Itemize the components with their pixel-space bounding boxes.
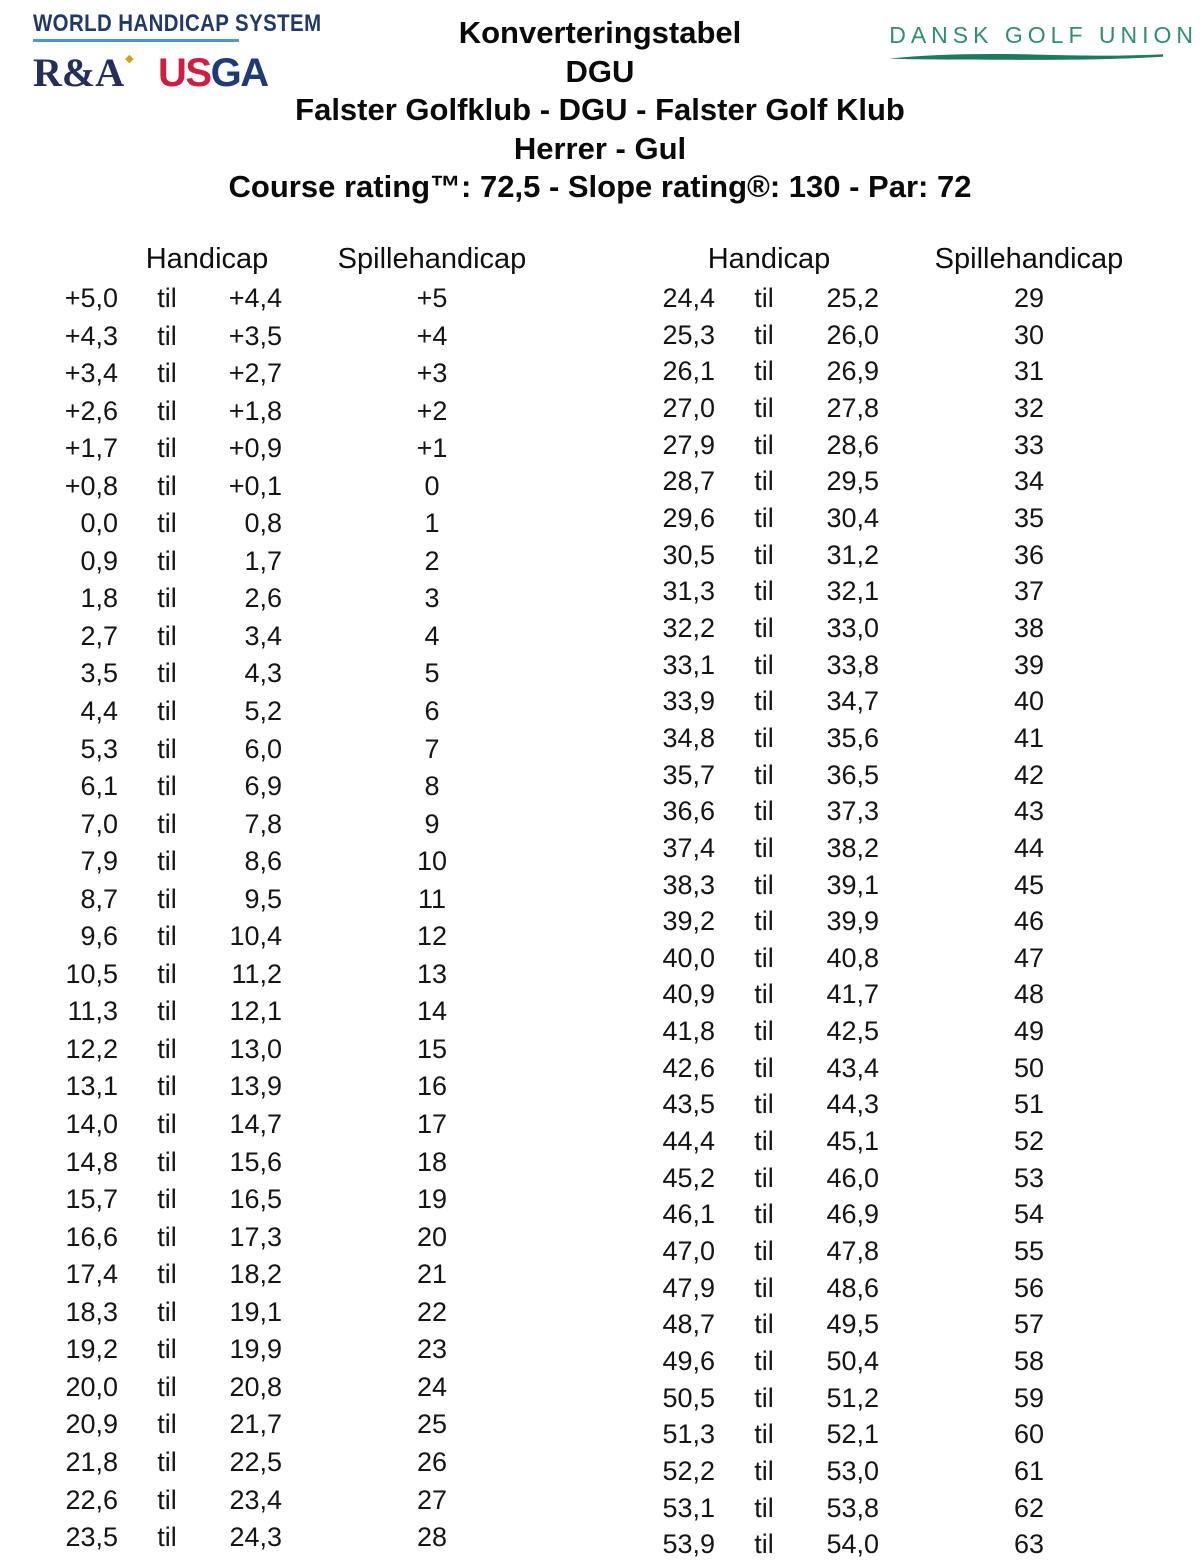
handicap-range-from: 31,3 xyxy=(662,576,715,607)
handicap-range-to: 45,1 xyxy=(826,1126,879,1157)
handicap-range-from: +1,7 xyxy=(64,433,118,464)
range-word: til xyxy=(754,942,774,973)
playing-handicap-value: 9 xyxy=(424,808,440,839)
handicap-range-to: 7,8 xyxy=(244,808,282,839)
handicap-range-to: 17,3 xyxy=(229,1221,282,1252)
range-word: til xyxy=(754,1162,774,1193)
handicap-range-from: 26,1 xyxy=(662,356,715,387)
playing-handicap-value: 23 xyxy=(416,1334,448,1365)
range-word: til xyxy=(754,612,774,643)
handicap-range-from: 6,1 xyxy=(80,771,118,802)
handicap-range-to: 21,7 xyxy=(229,1409,282,1440)
handicap-range-to: 40,8 xyxy=(826,942,879,973)
range-word: til xyxy=(157,733,177,764)
playing-handicap-value: 21 xyxy=(416,1259,448,1290)
range-word: til xyxy=(754,1382,774,1413)
playing-handicap-value: 8 xyxy=(424,771,440,802)
usga-ga-letters: GA xyxy=(210,51,268,95)
playing-handicap-value: 59 xyxy=(1013,1382,1045,1413)
range-word: til xyxy=(157,996,177,1027)
handicap-range-to: 9,5 xyxy=(244,883,282,914)
playing-handicap-value: 17 xyxy=(416,1109,448,1140)
playing-handicap-value: 56 xyxy=(1013,1272,1045,1303)
handicap-range-to: 31,2 xyxy=(826,539,879,570)
range-word: til xyxy=(754,283,774,313)
range-word: til xyxy=(754,392,774,423)
playing-handicap-value: +5 xyxy=(416,283,448,313)
playing-handicap-value: 58 xyxy=(1013,1346,1045,1377)
handicap-range-to: 41,7 xyxy=(826,979,879,1010)
playing-handicap-value: 20 xyxy=(416,1221,448,1252)
handicap-range-to: 53,8 xyxy=(826,1492,879,1523)
handicap-range-to: 39,9 xyxy=(826,906,879,937)
handicap-range-from: 48,7 xyxy=(662,1309,715,1340)
range-word: til xyxy=(157,508,177,539)
handicap-range-from: 53,1 xyxy=(662,1492,715,1523)
handicap-range-to: 24,3 xyxy=(229,1522,282,1553)
range-word: til xyxy=(754,722,774,753)
handicap-range-from: +4,3 xyxy=(64,320,118,351)
range-word: til xyxy=(754,1272,774,1303)
range-word: til xyxy=(754,1089,774,1120)
whs-wordmark: WORLD HANDICAP SYSTEM xyxy=(33,10,322,37)
range-word: til xyxy=(754,649,774,680)
handicap-range-from: 47,9 xyxy=(662,1272,715,1303)
range-word: til xyxy=(754,466,774,497)
handicap-range-to: +0,9 xyxy=(228,433,282,464)
handicap-range-to: 26,9 xyxy=(826,356,879,387)
handicap-range-to: 47,8 xyxy=(826,1236,879,1267)
playing-handicap-value: 32 xyxy=(1013,392,1045,423)
handicap-range-to: 14,7 xyxy=(229,1109,282,1140)
handicap-range-to: 23,4 xyxy=(229,1484,282,1515)
handicap-range-to: 50,4 xyxy=(826,1346,879,1377)
handicap-range-from: 27,9 xyxy=(662,429,715,460)
handicap-table-left xyxy=(40,238,582,1557)
handicap-range-to: 19,1 xyxy=(229,1296,282,1327)
handicap-range-to: 1,7 xyxy=(244,545,282,576)
playing-handicap-value: 36 xyxy=(1013,539,1045,570)
handicap-range-from: 24,4 xyxy=(662,283,715,313)
subtitle-club: Falster Golfklub - DGU - Falster Golf Klub xyxy=(295,92,905,127)
handicap-range-from: 41,8 xyxy=(662,1016,715,1047)
handicap-range-from: 2,7 xyxy=(80,620,118,651)
range-word: til xyxy=(754,356,774,387)
range-word: til xyxy=(157,1409,177,1440)
ra-logo: R&A xyxy=(33,50,125,95)
range-word: til xyxy=(157,1146,177,1177)
handicap-range-to: +2,7 xyxy=(228,358,282,389)
playing-handicap-value: 60 xyxy=(1013,1419,1045,1450)
range-word: til xyxy=(157,358,177,389)
handicap-range-from: 0,9 xyxy=(80,545,118,576)
handicap-range-to: 25,2 xyxy=(826,283,879,313)
range-word: til xyxy=(157,696,177,727)
handicap-range-to: 43,4 xyxy=(826,1052,879,1083)
handicap-range-from: 40,0 xyxy=(662,942,715,973)
handicap-range-from: 51,3 xyxy=(662,1419,715,1450)
handicap-range-to: 32,1 xyxy=(826,576,879,607)
playing-handicap-value: 6 xyxy=(424,696,440,727)
handicap-range-from: +2,6 xyxy=(64,395,118,426)
handicap-range-from: +3,4 xyxy=(64,358,118,389)
playing-handicap-value: 15 xyxy=(416,1033,448,1064)
playing-handicap-value: 31 xyxy=(1013,356,1045,387)
page-title: Konverteringstabel xyxy=(458,15,742,50)
range-word: til xyxy=(754,1492,774,1523)
playing-handicap-value: 45 xyxy=(1013,869,1045,900)
dgu-wordmark: DANSK GOLF UNION xyxy=(889,22,1198,48)
handicap-range-to: 22,5 xyxy=(229,1446,282,1477)
usga-us-letters: US xyxy=(158,51,211,95)
handicap-range-to: 42,5 xyxy=(826,1016,879,1047)
playing-handicap-value: 13 xyxy=(416,958,448,989)
playing-handicap-value: 38 xyxy=(1013,612,1045,643)
handicap-range-to: 48,6 xyxy=(826,1272,879,1303)
playing-handicap-value: 63 xyxy=(1013,1529,1045,1560)
handicap-range-to: 3,4 xyxy=(244,620,282,651)
playing-handicap-value: 28 xyxy=(416,1522,448,1553)
playing-handicap-value: +3 xyxy=(416,358,448,389)
range-word: til xyxy=(754,1199,774,1230)
handicap-range-from: 15,7 xyxy=(65,1184,118,1215)
playing-handicap-value: 30 xyxy=(1013,319,1045,350)
range-word: til xyxy=(754,539,774,570)
playing-handicap-value: 61 xyxy=(1013,1456,1045,1486)
handicap-range-to: 30,4 xyxy=(826,502,879,533)
handicap-range-from: 45,2 xyxy=(662,1162,715,1193)
handicap-range-to: 12,1 xyxy=(229,996,282,1027)
handicap-range-to: 33,8 xyxy=(826,649,879,680)
handicap-range-to: 36,5 xyxy=(826,759,879,790)
range-word: til xyxy=(157,771,177,802)
handicap-range-to: +0,1 xyxy=(228,470,282,501)
range-word: til xyxy=(157,320,177,351)
handicap-range-from: 5,3 xyxy=(80,733,118,764)
handicap-range-from: 11,3 xyxy=(67,996,118,1027)
playing-handicap-value: 47 xyxy=(1013,942,1045,973)
range-word: til xyxy=(157,433,177,464)
handicap-range-to: 11,2 xyxy=(231,958,282,989)
range-word: til xyxy=(157,1184,177,1215)
handicap-range-from: 28,7 xyxy=(662,466,715,497)
handicap-range-from: 9,6 xyxy=(80,921,118,952)
range-word: til xyxy=(157,1033,177,1064)
range-word: til xyxy=(157,958,177,989)
playing-handicap-value: 27 xyxy=(416,1484,448,1515)
subtitle-ratings: Course rating™: 72,5 - Slope rating®: 130 - Par: 72 xyxy=(228,169,972,204)
playing-handicap-value: 0 xyxy=(424,470,440,501)
handicap-range-from: 13,1 xyxy=(65,1071,118,1102)
subtitle-union: DGU xyxy=(565,53,635,89)
playing-handicap-value: 46 xyxy=(1013,906,1045,937)
handicap-range-from: 34,8 xyxy=(662,722,715,753)
playing-handicap-value: 44 xyxy=(1013,832,1045,863)
handicap-range-to: 18,2 xyxy=(229,1259,282,1290)
handicap-range-from: 44,4 xyxy=(662,1126,715,1157)
playing-handicap-value: 29 xyxy=(1013,283,1045,313)
range-word: til xyxy=(157,1334,177,1365)
handicap-range-from: 40,9 xyxy=(662,979,715,1010)
range-word: til xyxy=(754,576,774,607)
handicap-range-to: +3,5 xyxy=(228,320,282,351)
handicap-range-to: 54,0 xyxy=(826,1529,879,1560)
playing-handicap-value: +1 xyxy=(416,433,448,464)
handicap-range-to: 37,3 xyxy=(826,796,879,827)
handicap-range-from: 20,9 xyxy=(65,1409,118,1440)
handicap-range-from: 50,5 xyxy=(662,1382,715,1413)
handicap-range-from: 33,9 xyxy=(662,686,715,717)
handicap-range-from: 23,5 xyxy=(65,1522,118,1553)
playing-handicap-value: 43 xyxy=(1013,796,1045,827)
playing-handicap-value: 39 xyxy=(1013,649,1045,680)
range-word: til xyxy=(157,1371,177,1402)
handicap-range-to: 38,2 xyxy=(826,832,879,863)
handicap-range-from: 43,5 xyxy=(662,1089,715,1120)
range-word: til xyxy=(157,1296,177,1327)
handicap-range-from: 32,2 xyxy=(662,612,715,643)
playing-handicap-value: 22 xyxy=(416,1296,448,1327)
handicap-range-from: 0,0 xyxy=(80,508,118,539)
spillehandicap-column-header: Spillehandicap xyxy=(337,243,527,275)
range-word: til xyxy=(754,1052,774,1083)
handicap-range-to: 6,9 xyxy=(244,771,282,802)
handicap-range-to: 2,6 xyxy=(244,583,282,614)
handicap-range-to: 6,0 xyxy=(244,733,282,764)
handicap-range-from: 14,0 xyxy=(65,1109,118,1140)
handicap-range-from: 36,6 xyxy=(662,796,715,827)
range-word: til xyxy=(157,545,177,576)
range-word: til xyxy=(157,1484,177,1515)
handicap-range-from: 14,8 xyxy=(65,1146,118,1177)
handicap-column-header: Handicap xyxy=(145,243,269,275)
handicap-range-to: 29,5 xyxy=(826,466,879,497)
handicap-column-header: Handicap xyxy=(707,243,831,275)
range-word: til xyxy=(754,429,774,460)
handicap-range-to: 0,8 xyxy=(244,508,282,539)
handicap-range-from: 8,7 xyxy=(80,883,118,914)
playing-handicap-value: 4 xyxy=(424,620,440,651)
range-word: til xyxy=(754,869,774,900)
playing-handicap-value: 54 xyxy=(1013,1199,1045,1230)
title-block xyxy=(0,14,1200,207)
range-word: til xyxy=(157,1446,177,1477)
handicap-range-from: 33,1 xyxy=(662,649,715,680)
range-word: til xyxy=(754,319,774,350)
playing-handicap-value: 1 xyxy=(424,508,440,539)
handicap-range-from: 53,9 xyxy=(662,1529,715,1560)
handicap-range-to: 16,5 xyxy=(229,1184,282,1215)
playing-handicap-value: 5 xyxy=(424,658,440,689)
playing-handicap-value: 24 xyxy=(416,1371,448,1402)
handicap-range-from: 10,5 xyxy=(65,958,118,989)
handicap-range-to: 13,9 xyxy=(229,1071,282,1102)
handicap-range-from: 18,3 xyxy=(65,1296,118,1327)
playing-handicap-value: 19 xyxy=(416,1184,448,1215)
range-word: til xyxy=(157,921,177,952)
range-word: til xyxy=(157,395,177,426)
handicap-range-to: 44,3 xyxy=(826,1089,879,1120)
range-word: til xyxy=(157,1522,177,1553)
range-word: til xyxy=(157,470,177,501)
playing-handicap-value: 10 xyxy=(416,846,448,877)
playing-handicap-value: 41 xyxy=(1013,722,1045,753)
range-word: til xyxy=(754,1419,774,1450)
handicap-range-from: 12,2 xyxy=(65,1033,118,1064)
range-word: til xyxy=(754,1016,774,1047)
handicap-range-from: 27,0 xyxy=(662,392,715,423)
range-word: til xyxy=(754,1309,774,1340)
handicap-range-from: +5,0 xyxy=(64,283,118,313)
playing-handicap-value: 53 xyxy=(1013,1162,1045,1193)
handicap-range-from: 38,3 xyxy=(662,869,715,900)
playing-handicap-value: 18 xyxy=(416,1146,448,1177)
range-word: til xyxy=(754,686,774,717)
playing-handicap-value: 52 xyxy=(1013,1126,1045,1157)
handicap-range-to: 4,3 xyxy=(244,658,282,689)
handicap-range-from: 22,6 xyxy=(65,1484,118,1515)
ra-gold-mark: ◆ xyxy=(125,53,134,65)
playing-handicap-value: 50 xyxy=(1013,1052,1045,1083)
handicap-range-to: 28,6 xyxy=(826,429,879,460)
handicap-range-to: 46,9 xyxy=(826,1199,879,1230)
range-word: til xyxy=(754,906,774,937)
handicap-range-from: 16,6 xyxy=(65,1221,118,1252)
playing-handicap-value: 11 xyxy=(417,883,447,914)
handicap-range-from: 17,4 xyxy=(65,1259,118,1290)
playing-handicap-value: 51 xyxy=(1013,1089,1045,1120)
range-word: til xyxy=(157,1071,177,1102)
range-word: til xyxy=(157,620,177,651)
playing-handicap-value: +4 xyxy=(416,320,448,351)
playing-handicap-value: 12 xyxy=(416,921,448,952)
handicap-range-to: 19,9 xyxy=(229,1334,282,1365)
handicap-range-to: 15,6 xyxy=(229,1146,282,1177)
handicap-range-from: 46,1 xyxy=(662,1199,715,1230)
handicap-range-from: 21,8 xyxy=(65,1446,118,1477)
range-word: til xyxy=(157,808,177,839)
subtitle-tee: Herrer - Gul xyxy=(513,130,687,166)
range-word: til xyxy=(157,1259,177,1290)
handicap-range-from: +0,8 xyxy=(64,470,118,501)
playing-handicap-value: 57 xyxy=(1013,1309,1045,1340)
handicap-range-to: 10,4 xyxy=(229,921,282,952)
handicap-range-from: 3,5 xyxy=(80,658,118,689)
playing-handicap-value: 40 xyxy=(1013,686,1045,717)
handicap-table-right xyxy=(637,238,1179,1563)
range-word: til xyxy=(157,846,177,877)
range-word: til xyxy=(754,1346,774,1377)
playing-handicap-value: 34 xyxy=(1013,466,1045,497)
playing-handicap-value: 62 xyxy=(1013,1492,1045,1523)
playing-handicap-value: 33 xyxy=(1013,429,1045,460)
range-word: til xyxy=(157,283,177,313)
handicap-range-to: 13,0 xyxy=(229,1033,282,1064)
handicap-range-to: 49,5 xyxy=(826,1309,879,1340)
handicap-range-to: 33,0 xyxy=(826,612,879,643)
handicap-range-from: 42,6 xyxy=(662,1052,715,1083)
playing-handicap-value: 14 xyxy=(416,996,448,1027)
handicap-range-to: 26,0 xyxy=(826,319,879,350)
handicap-range-to: 8,6 xyxy=(244,846,282,877)
handicap-range-to: 46,0 xyxy=(826,1162,879,1193)
handicap-range-from: 7,0 xyxy=(80,808,118,839)
handicap-range-to: 51,2 xyxy=(826,1382,879,1413)
handicap-range-to: 52,1 xyxy=(826,1419,879,1450)
handicap-range-to: 34,7 xyxy=(826,686,879,717)
handicap-range-from: 4,4 xyxy=(80,696,118,727)
handicap-range-from: 25,3 xyxy=(662,319,715,350)
range-word: til xyxy=(754,832,774,863)
range-word: til xyxy=(157,583,177,614)
playing-handicap-value: 48 xyxy=(1013,979,1045,1010)
handicap-range-from: 19,2 xyxy=(65,1334,118,1365)
handicap-range-to: +4,4 xyxy=(228,283,282,313)
range-word: til xyxy=(157,658,177,689)
handicap-range-from: 49,6 xyxy=(662,1346,715,1377)
range-word: til xyxy=(754,1456,774,1486)
handicap-range-to: 35,6 xyxy=(826,722,879,753)
playing-handicap-value: 42 xyxy=(1013,759,1045,790)
range-word: til xyxy=(754,759,774,790)
playing-handicap-value: 49 xyxy=(1013,1016,1045,1047)
playing-handicap-value: 2 xyxy=(424,545,440,576)
range-word: til xyxy=(754,1236,774,1267)
handicap-range-from: 20,0 xyxy=(65,1371,118,1402)
playing-handicap-value: 37 xyxy=(1013,576,1045,607)
handicap-range-to: 53,0 xyxy=(826,1456,879,1486)
handicap-range-from: 30,5 xyxy=(662,539,715,570)
range-word: til xyxy=(754,1126,774,1157)
range-word: til xyxy=(157,883,177,914)
handicap-range-from: 47,0 xyxy=(662,1236,715,1267)
handicap-range-from: 29,6 xyxy=(662,502,715,533)
playing-handicap-value: 16 xyxy=(416,1071,448,1102)
handicap-range-to: 5,2 xyxy=(244,696,282,727)
playing-handicap-value: +2 xyxy=(416,395,448,426)
playing-handicap-value: 35 xyxy=(1013,502,1045,533)
range-word: til xyxy=(157,1109,177,1140)
spillehandicap-column-header: Spillehandicap xyxy=(934,243,1124,275)
handicap-range-to: 39,1 xyxy=(826,869,879,900)
handicap-range-to: 27,8 xyxy=(826,392,879,423)
range-word: til xyxy=(754,796,774,827)
handicap-range-from: 37,4 xyxy=(662,832,715,863)
playing-handicap-value: 26 xyxy=(416,1446,448,1477)
range-word: til xyxy=(157,1221,177,1252)
handicap-range-to: 20,8 xyxy=(229,1371,282,1402)
handicap-range-from: 39,2 xyxy=(662,906,715,937)
playing-handicap-value: 55 xyxy=(1013,1236,1045,1267)
range-word: til xyxy=(754,979,774,1010)
handicap-range-from: 1,8 xyxy=(80,583,118,614)
playing-handicap-value: 3 xyxy=(424,583,440,614)
handicap-range-to: +1,8 xyxy=(228,395,282,426)
range-word: til xyxy=(754,502,774,533)
handicap-range-from: 35,7 xyxy=(662,759,715,790)
playing-handicap-value: 25 xyxy=(416,1409,448,1440)
handicap-range-from: 7,9 xyxy=(80,846,118,877)
handicap-range-from: 52,2 xyxy=(662,1456,715,1486)
range-word: til xyxy=(754,1529,774,1560)
playing-handicap-value: 7 xyxy=(424,733,440,764)
